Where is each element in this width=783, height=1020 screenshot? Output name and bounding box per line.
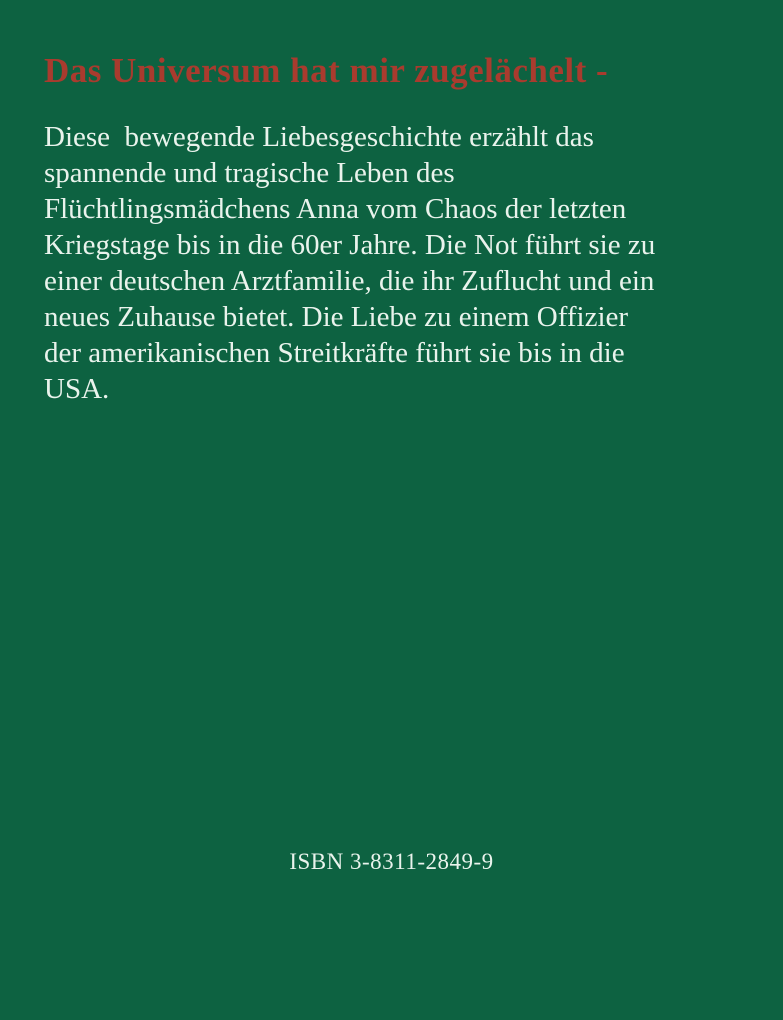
isbn-text: ISBN 3-8311-2849-9 bbox=[289, 849, 494, 874]
blurb-line: einer deutschen Arztfamilie, die ihr Zuflucht und ein bbox=[44, 265, 655, 297]
book-title: Das Universum hat mir zugelächelt - bbox=[44, 51, 609, 90]
blurb-paragraph bbox=[44, 119, 743, 407]
blurb-line: Flüchtlingsmädchens Anna vom Chaos der letzten bbox=[44, 193, 627, 225]
blurb-line: Kriegstage bis in die 60er Jahre. Die Not führt sie zu bbox=[44, 229, 656, 261]
blurb-line: USA. bbox=[44, 373, 110, 405]
blurb-line: der amerikanischen Streitkräfte führt sie bis in die bbox=[44, 337, 625, 369]
blurb-line: neues Zuhause bietet. Die Liebe zu einem Offizier bbox=[44, 301, 629, 333]
blurb-line: Diese bewegende Liebesgeschichte erzählt das bbox=[44, 121, 594, 153]
blurb-line: spannende und tragische Leben des bbox=[44, 157, 455, 189]
